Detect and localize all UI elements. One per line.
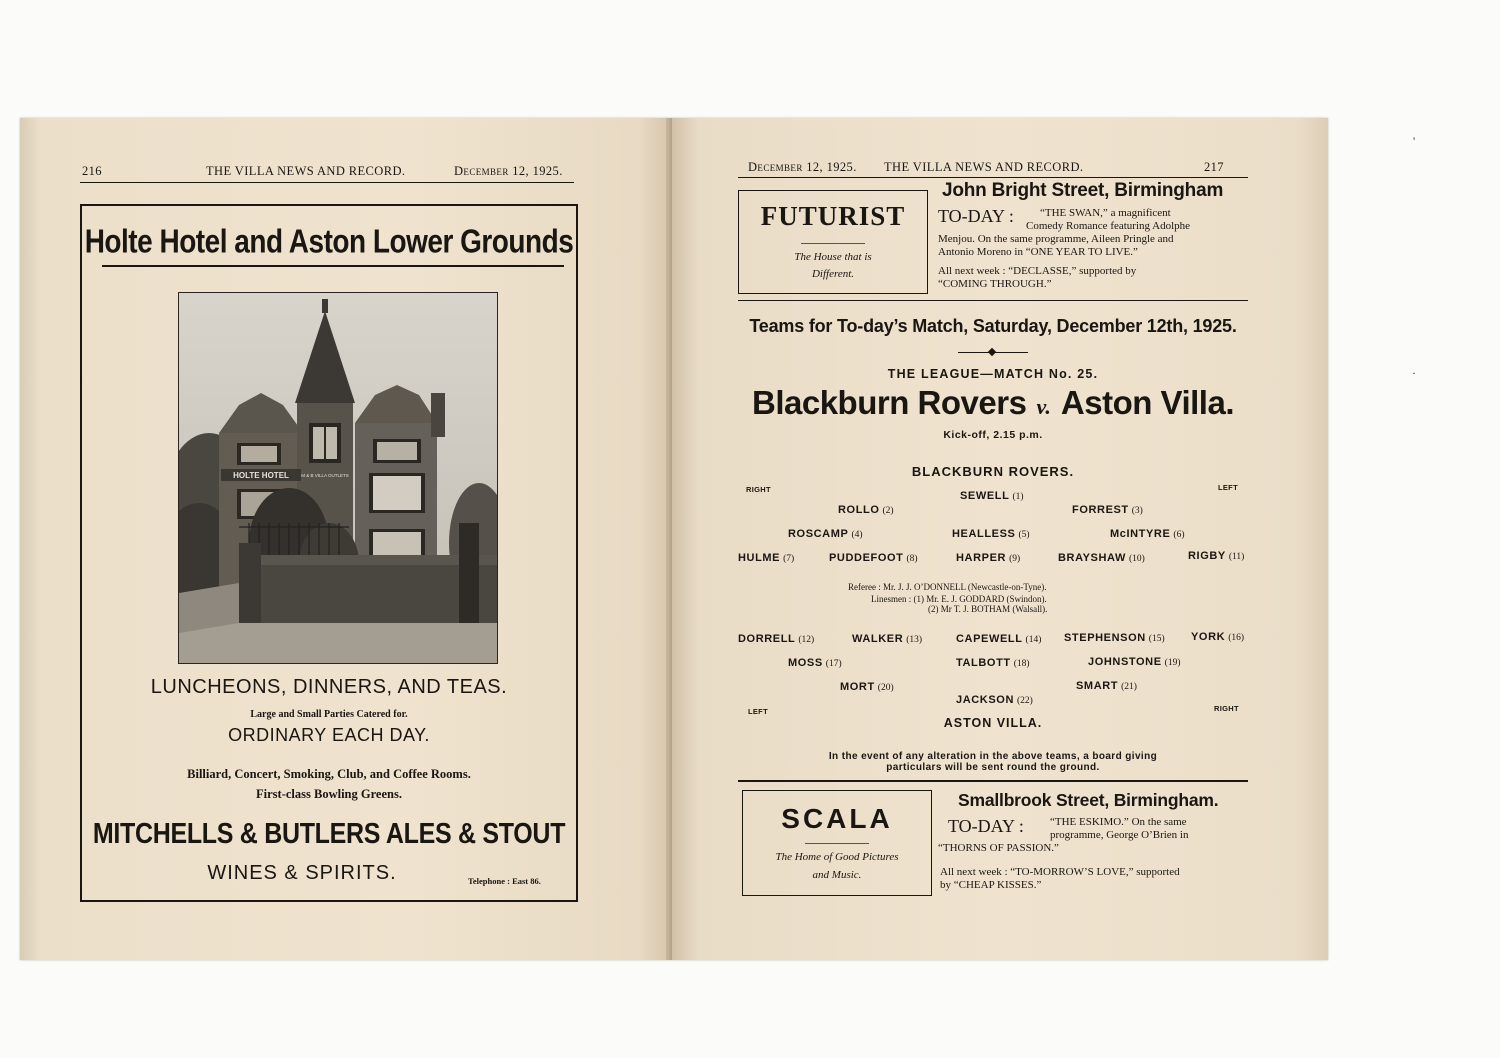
futurist-today-3: Menjou. On the same programme, Aileen Pringle and (938, 233, 1174, 245)
futurist-divider (801, 243, 865, 244)
futurist-today-4: Antonio Moreno in “ONE YEAR TO LIVE.” (938, 246, 1138, 258)
home-player-4: ROSCAMP (4) (788, 528, 863, 540)
home-right-side-label: RIGHT (746, 485, 771, 494)
away-player-22: JACKSON (22) (956, 694, 1033, 706)
futurist-bottom-rule (738, 300, 1248, 301)
linesman-2: (2) Mr T. J. BOTHAM (Walsall). (928, 604, 1048, 614)
scala-today-label: TO-DAY : (948, 816, 1024, 836)
notice-line-2: particulars will be sent round the ground. (886, 762, 1100, 773)
scala-today-1: “THE ESKIMO.” On the same (1050, 816, 1187, 828)
issue-date-right: December 12, 1925. (748, 160, 857, 174)
fixture-title (738, 384, 1248, 422)
scala-next-week-1: All next week : “TO-MORROW’S LOVE,” supported (940, 866, 1180, 878)
holte-hotel-advert (80, 204, 578, 902)
header-rule-left (80, 182, 574, 183)
running-head-left: THE VILLA NEWS AND RECORD. (206, 164, 406, 178)
away-player-19: JOHNSTONE (19) (1088, 656, 1181, 668)
away-right-side-label: RIGHT (1214, 704, 1239, 713)
futurist-today-2: Comedy Romance featuring Adolphe (1026, 220, 1191, 232)
advert-line-bowling: First-class Bowling Greens. (256, 787, 402, 801)
away-team-label: ASTON VILLA. (943, 716, 1043, 730)
scala-address: Smallbrook Street, Birmingham. (958, 790, 1219, 810)
advert-line-rooms: Billiard, Concert, Smoking, Club, and Coffee Rooms. (187, 767, 471, 781)
issue-date-left: December 12, 1925. (454, 164, 563, 178)
futurist-name: FUTURIST (760, 201, 906, 231)
futurist-next-week-1: All next week : “DECLASSE,” supported by (938, 265, 1137, 277)
futurist-tagline-1: The House that is (794, 251, 872, 263)
right-page (672, 118, 1328, 960)
futurist-logo-box (738, 190, 928, 294)
running-head-right: THE VILLA NEWS AND RECORD. (884, 160, 1084, 174)
futurist-tagline-2: Different. (811, 268, 855, 280)
notice-line-1: In the event of any alteration in the above teams, a board giving (828, 751, 1158, 762)
fixture-home-team: Blackburn Rovers (752, 384, 1027, 421)
hotel-sign: HOLTE HOTEL (233, 471, 289, 480)
away-player-18: TALBOTT (18) (956, 657, 1030, 669)
home-team-label: BLACKBURN ROVERS. (911, 464, 1075, 479)
home-player-5: HEALLESS (5) (952, 528, 1030, 540)
referee: Referee : Mr. J. J. O’DONNELL (Newcastle-on-Tyne). (848, 582, 1047, 592)
futurist-next-week-2: “COMING THROUGH.” (938, 278, 1052, 290)
scan-speck: · (1412, 366, 1416, 380)
brewery-sign: M & B VILLA OUTLETS (301, 473, 349, 478)
advert-line-wines: WINES & SPIRITS. (207, 862, 397, 884)
scala-tagline-2: and Music. (812, 869, 862, 881)
advert-title: Holte Hotel and Aston Lower Grounds (84, 223, 574, 260)
left-page (20, 118, 672, 960)
home-player-2: ROLLO (2) (838, 504, 894, 516)
teams-heading: Teams for To-day’s Match, Saturday, December 12th, 1925. (749, 316, 1237, 336)
futurist-today-1: “THE SWAN,” a magnificent (1040, 207, 1171, 219)
page-number-left: 216 (82, 164, 102, 178)
away-left-side-label: LEFT (748, 707, 768, 716)
home-player-1: SEWELL (1) (960, 490, 1024, 502)
home-player-6: McINTYRE (6) (1110, 528, 1185, 540)
holte-hotel-photo (178, 292, 498, 664)
away-player-16: YORK (16) (1191, 631, 1245, 643)
scala-tagline-1: The Home of Good Pictures (775, 851, 899, 863)
header-rule-right (738, 177, 1248, 178)
home-left-side-label: LEFT (1218, 483, 1238, 492)
away-player-17: MOSS (17) (788, 657, 842, 669)
futurist-today-label: TO-DAY : (938, 206, 1014, 226)
scala-logo-box (742, 790, 932, 896)
away-player-13: WALKER (13) (852, 633, 923, 645)
home-player-3: FORREST (3) (1072, 504, 1143, 516)
home-player-8: PUDDEFOOT (8) (829, 552, 918, 564)
scala-top-rule (738, 780, 1248, 782)
advert-line-meals: LUNCHEONS, DINNERS, AND TEAS. (150, 676, 508, 698)
scala-name: SCALA (781, 803, 893, 834)
home-player-7: HULME (7) (738, 552, 795, 564)
away-player-14: CAPEWELL (14) (956, 633, 1042, 645)
advert-line-ales: MITCHELLS & BUTLERS ALES & STOUT (92, 817, 566, 851)
fixture-away-team: Aston Villa. (1060, 384, 1234, 421)
away-player-21: SMART (21) (1076, 680, 1137, 692)
away-player-12: DORRELL (12) (738, 633, 815, 645)
scala-today-2: programme, George O’Brien in (1050, 829, 1189, 841)
away-player-20: MORT (20) (840, 681, 894, 693)
competition-label: THE LEAGUE—MATCH No. 25. (887, 367, 1099, 381)
advert-line-ordinary: ORDINARY EACH DAY. (228, 725, 430, 745)
magazine-spread (20, 118, 1328, 960)
home-player-9: HARPER (9) (956, 552, 1021, 564)
home-player-10: BRAYSHAW (10) (1058, 552, 1145, 564)
heading-ornament-diamond (988, 348, 996, 356)
advert-title-rule (102, 265, 564, 267)
futurist-address: John Bright Street, Birmingham (942, 180, 1224, 201)
fixture-versus: v. (1036, 394, 1051, 419)
page-number-right: 217 (1204, 160, 1224, 174)
kickoff-time: Kick-off, 2.15 p.m. (943, 429, 1043, 441)
advert-telephone: Telephone : East 86. (468, 876, 541, 886)
home-player-11: RIGBY (11) (1188, 550, 1245, 562)
scala-today-3: “THORNS OF PASSION.” (938, 842, 1059, 854)
linesman-1: Linesmen : (1) Mr. E. J. GODDARD (Swindon). (871, 594, 1047, 604)
scan-speck: ' (1413, 134, 1416, 148)
scala-next-week-2: by “CHEAP KISSES.” (940, 879, 1042, 891)
advert-line-parties: Large and Small Parties Catered for. (250, 709, 408, 720)
away-player-15: STEPHENSON (15) (1064, 632, 1165, 644)
scala-divider (805, 843, 869, 844)
